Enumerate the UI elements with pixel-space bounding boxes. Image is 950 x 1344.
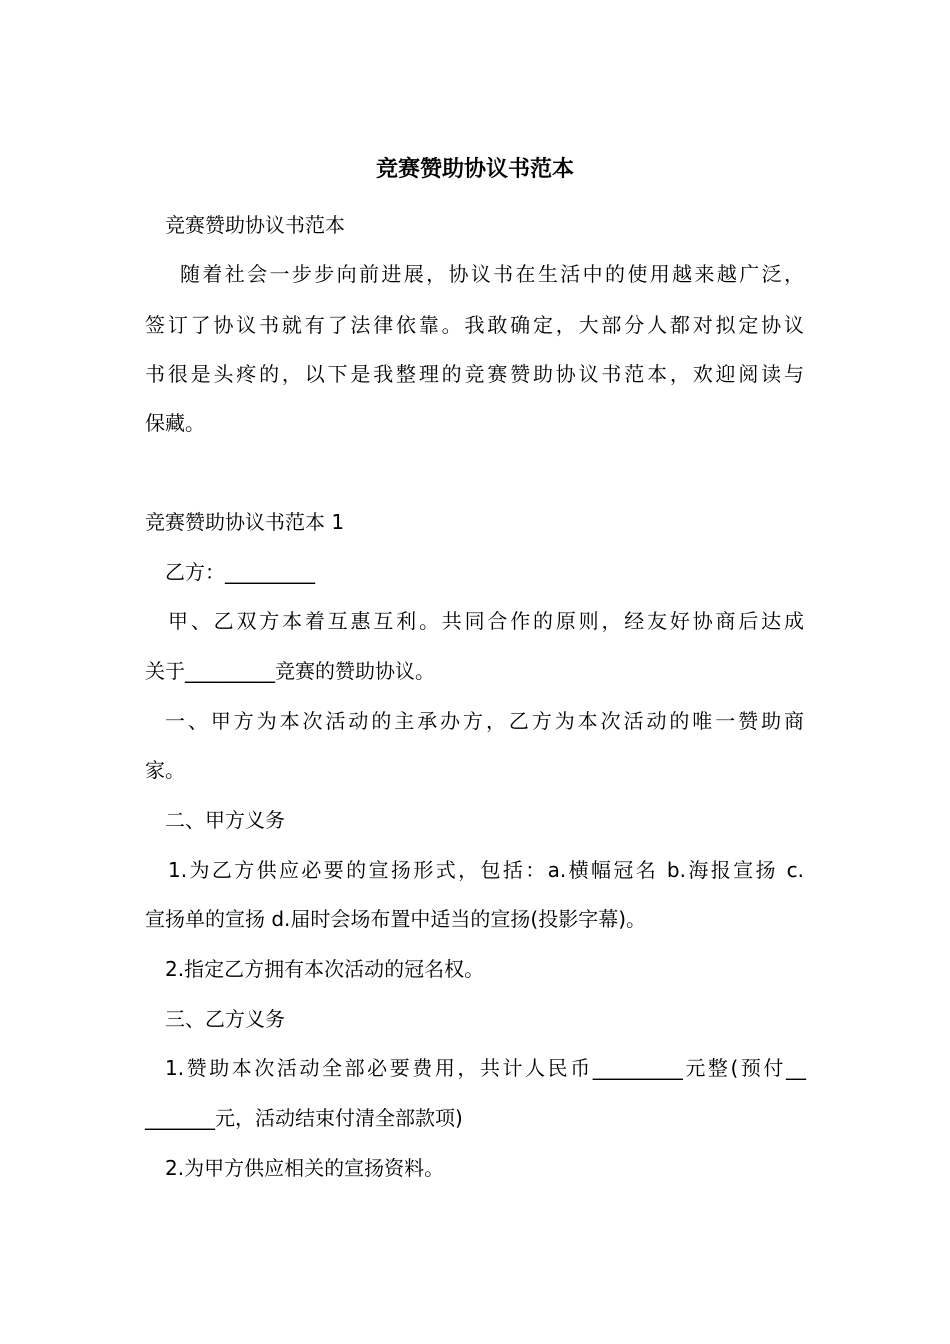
clause-2-heading: 二、甲方义务 bbox=[165, 808, 285, 832]
party-b-line: 乙方：_________ bbox=[165, 560, 315, 584]
clause-3-item-1-line-2: _______元，活动结束付清全部款项) bbox=[145, 1106, 463, 1130]
intro-line-3: 书很是头疼的，以下是我整理的竞赛赞助协议书范本，欢迎阅读与 bbox=[145, 362, 804, 386]
document-title: 竞赛赞助协议书范本 bbox=[375, 157, 574, 182]
subtitle-line: 竞赛赞助协议书范本 bbox=[165, 213, 345, 237]
agreement-line-2: 关于_________竞赛的赞助协议。 bbox=[145, 659, 435, 683]
section-heading: 竞赛赞助协议书范本 1 bbox=[145, 510, 345, 534]
clause-2-item-1-line-1: 1.为乙方供应必要的宣扬形式，包括：a.横幅冠名 b.海报宣扬 c. bbox=[168, 858, 804, 882]
intro-line-4: 保藏。 bbox=[145, 411, 205, 435]
clause-3-item-2: 2.为甲方供应相关的宣扬资料。 bbox=[165, 1156, 445, 1180]
clause-1-line-1: 一、甲方为本次活动的主承办方，乙方为本次活动的唯一赞助商 bbox=[165, 709, 804, 733]
clause-2-item-1-line-2: 宣扬单的宣扬 d.届时会场布置中适当的宣扬(投影字幕)。 bbox=[145, 907, 647, 931]
intro-line-2: 签订了协议书就有了法律依靠。我敢确定，大部分人都对拟定协议 bbox=[145, 313, 804, 337]
clause-3-item-1-line-1: 1.赞助本次活动全部必要费用，共计人民币_________元整(预付__ bbox=[165, 1056, 806, 1080]
intro-line-1: 随着社会一步步向前进展，协议书在生活中的使用越来越广泛， bbox=[180, 262, 804, 286]
clause-3-heading: 三、乙方义务 bbox=[165, 1007, 285, 1031]
clause-2-item-2: 2.指定乙方拥有本次活动的冠名权。 bbox=[165, 957, 485, 981]
agreement-line-1: 甲、乙双方本着互惠互利。共同合作的原则，经友好协商后达成 bbox=[168, 609, 804, 633]
clause-1-line-2: 家。 bbox=[145, 758, 185, 782]
